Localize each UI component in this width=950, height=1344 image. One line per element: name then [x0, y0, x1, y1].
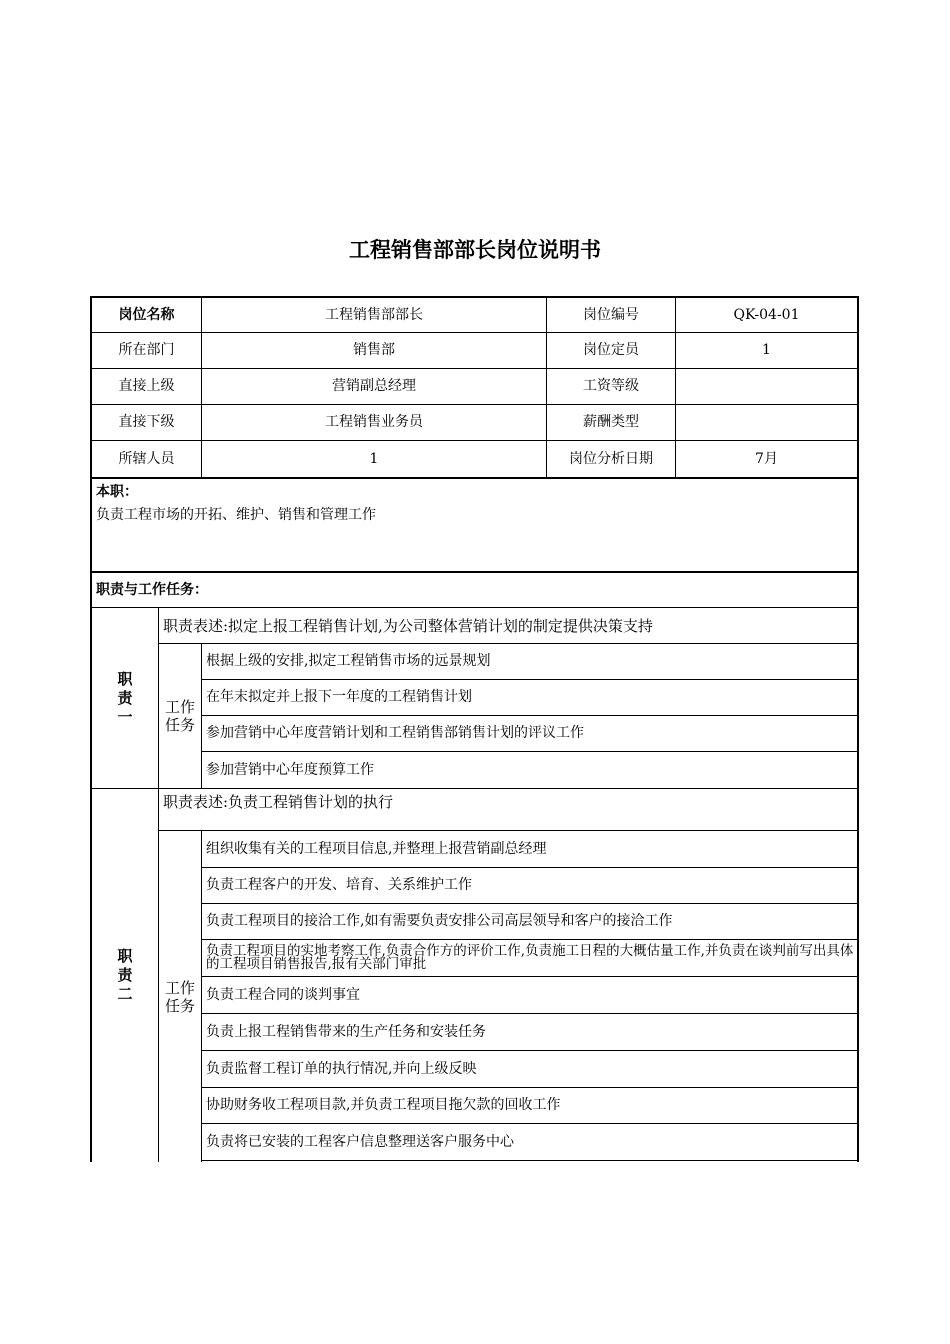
analysis-date-label: 岗位分析日期	[546, 440, 676, 478]
analysis-date-value: 7月	[675, 440, 858, 478]
table-border-right	[857, 296, 859, 1162]
r2-task-1: 组织收集有关的工程项目信息,并整理上报营销副总经理	[201, 830, 858, 868]
tasks-heading: 职责与工作任务：	[91, 572, 858, 608]
r2-task-4: 负责工程项目的实地考察工作,负责合作方的评价工作,负责施工日程的大概估量工作,并负责在谈判前写出具体的工程项目销售报告,报有关部门审批	[201, 939, 858, 977]
responsibility-2-label	[91, 788, 159, 1162]
r2-task-9: 负责将已安装的工程客户信息整理送客户服务中心	[201, 1123, 858, 1161]
responsibility-1-task-label-text: 工作任务	[164, 698, 195, 734]
salary-grade-label: 工资等级	[546, 368, 676, 405]
post-name-label: 岗位名称	[91, 297, 202, 333]
headcount-value: 1	[675, 332, 858, 369]
responsibility-2-task-label-text: 工作任务	[164, 978, 195, 1015]
r2-task-2: 负责工程客户的开发、培育、关系维护工作	[201, 867, 858, 904]
subordinate-value: 工程销售业务员	[201, 404, 547, 441]
r1-task-1: 根据上级的安排,拟定工程销售市场的远景规划	[201, 643, 858, 680]
section-divider	[90, 571, 859, 573]
post-code-label: 岗位编号	[546, 297, 676, 333]
r1-task-4: 参加营销中心年度预算工作	[201, 751, 858, 789]
pay-type-value	[675, 404, 858, 441]
page-title: 工程销售部部长岗位说明书	[349, 238, 601, 262]
r2-task-3: 负责工程项目的接洽工作,如有需要负责安排公司高层领导和客户的接洽工作	[201, 903, 858, 940]
duty-label: 本职：	[96, 484, 138, 500]
responsibility-1-statement: 职责表述:拟定上报工程销售计划,为公司整体营销计划的制定提供决策支持	[158, 607, 858, 644]
dept-value: 销售部	[201, 332, 547, 369]
r2-task-8: 协助财务收工程项目款,并负责工程项目拖欠款的回收工作	[201, 1087, 858, 1124]
headcount-label: 岗位定员	[546, 332, 676, 369]
r1-task-3: 参加营销中心年度营销计划和工程销售部销售计划的评议工作	[201, 715, 858, 752]
duty-text: 负责工程市场的开拓、维护、销售和管理工作	[96, 506, 376, 523]
post-code-value: QK-04-01	[675, 297, 858, 333]
r1-task-2: 在年末拟定并上报下一年度的工程销售计划	[201, 679, 858, 716]
duty-section	[91, 477, 858, 573]
responsibility-1-label-text: 职责一	[117, 669, 133, 726]
responsibility-1-task-label	[158, 643, 202, 789]
responsibility-2-label-text: 职责二	[117, 947, 133, 1003]
r2-task-6: 负责上报工程销售带来的生产任务和安装任务	[201, 1013, 858, 1051]
table-border-top	[90, 296, 859, 298]
superior-label: 直接上级	[91, 368, 202, 405]
section-divider	[90, 477, 859, 479]
responsibility-1-label	[91, 607, 159, 789]
pay-type-label: 薪酬类型	[546, 404, 676, 441]
r2-task-7: 负责监督工程订单的执行情况,并向上级反映	[201, 1050, 858, 1088]
table-border-left	[90, 296, 92, 1162]
superior-value: 营销副总经理	[201, 368, 547, 405]
r2-task-5: 负责工程合同的谈判事宜	[201, 976, 858, 1014]
subordinate-label: 直接下级	[91, 404, 202, 441]
responsibility-2-statement: 职责表述:负责工程销售计划的执行	[158, 788, 858, 831]
dept-label: 所在部门	[91, 332, 202, 369]
staff-value: 1	[201, 440, 547, 478]
post-name-value: 工程销售部部长	[201, 297, 547, 333]
salary-grade-value	[675, 368, 858, 405]
responsibility-2-task-label	[158, 830, 202, 1162]
staff-label: 所辖人员	[91, 440, 202, 478]
